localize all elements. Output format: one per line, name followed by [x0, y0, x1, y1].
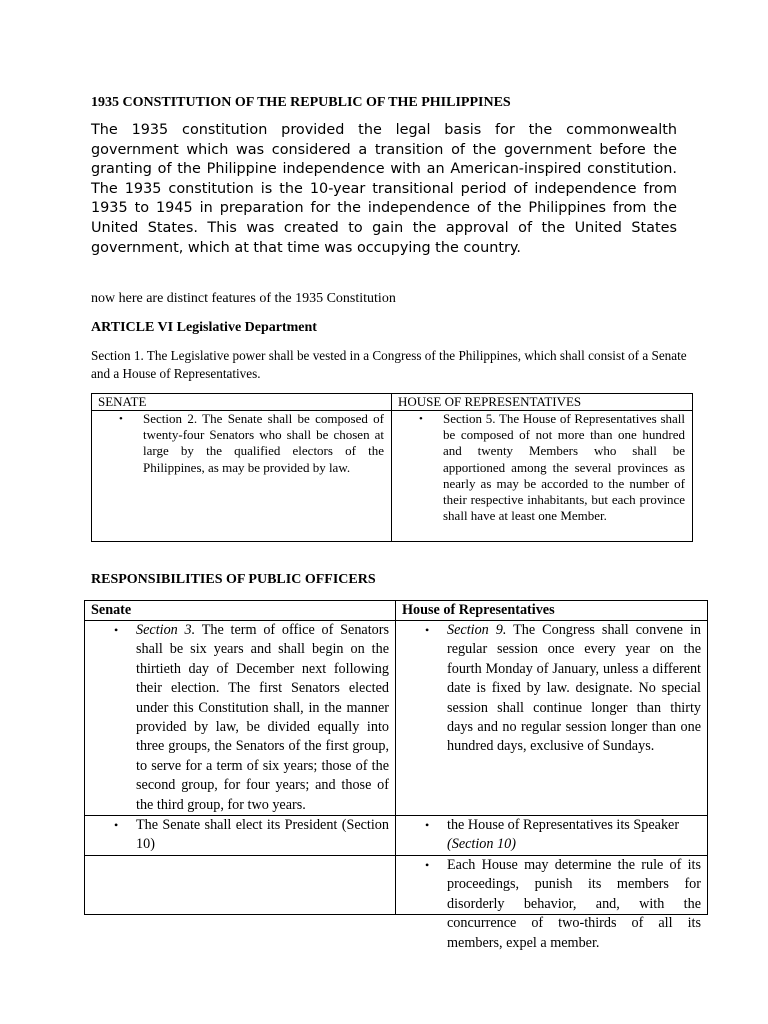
section-label: Section 3. [136, 622, 196, 638]
features-lead-text: now here are distinct features of the 1935 Constitution [91, 291, 396, 306]
bullet-icon: • [119, 413, 123, 425]
article-heading: ARTICLE VI Legislative Department [91, 320, 317, 335]
house-column-header: HOUSE OF REPRESENTATIVES [392, 394, 693, 411]
list-item [419, 411, 685, 524]
list-item [114, 816, 389, 855]
list-item [425, 856, 701, 953]
table-cell [85, 855, 396, 914]
section-label: Section 9. [447, 622, 507, 638]
bullet-icon: • [425, 857, 430, 872]
bullet-icon: • [425, 818, 430, 833]
list-item [425, 816, 701, 855]
intro-paragraph: The 1935 constitution provided the legal basis for the commonwealth government which was considered a transition of the government before the granting of the Philippine independence with an American-inspired constitution. The 1935 constitution is the 10-year transitional period of independence from 1935 to 1945 in preparation for the independence of the Philippines from the United States. This was created to gain the approval of the United States government, which at that time was occupying the country. [91, 122, 677, 256]
bullet-icon: • [425, 623, 430, 637]
congress-session-text: The Congress shall convene in regular session once every year on the fourth Monday of January, unless a different date is fixed by law. designate. No special session shall continue longer than thirty days and no regular session longer than one hundred days, exclusive of Sundays. [447, 622, 701, 755]
house-composition-cell [392, 411, 693, 542]
document-title: 1935 CONSTITUTION OF THE REPUBLIC OF THE PHILIPPINES [91, 95, 511, 110]
house-composition-text: Section 5. The House of Representatives shall be composed of not more than one hundred and twenty Members who shall be apportioned among the several provinces as nearly as may be accorded to the number of their respective inhabitants, but each province shall have at least one Member. [443, 411, 685, 524]
table-cell [396, 816, 708, 856]
clipped-cell-content [396, 856, 707, 951]
bullet-icon: • [419, 413, 423, 425]
list-item [119, 411, 384, 476]
legislative-composition-table [91, 393, 693, 542]
table-cell [396, 855, 708, 951]
section-1-text: Section 1. The Legislative power shall be vested in a Congress of the Philippines, which shall consist of a Senate and a House of Representatives. [91, 348, 687, 381]
senate-president-text: The Senate shall elect its President (Section 10) [136, 817, 389, 853]
house-speaker-text: the House of Representatives its Speaker [447, 817, 680, 834]
responsibilities-heading: RESPONSIBILITIES OF PUBLIC OFFICERS [91, 572, 376, 587]
house-column-header: House of Representatives [396, 601, 708, 621]
senate-term-text: The term of office of Senators shall be six years and shall begin on the thirtieth day of December next following their election. The first Senators elected under this Constitution shall, in the manner provided by law, be divided equally into three groups, the Senators of the first group, to serve for a term of six years; those of the second group, for four years; and those of the third group, for two years. [136, 622, 389, 813]
section-reference: (Section 10) [447, 836, 516, 853]
bullet-icon: • [114, 818, 119, 833]
list-item [114, 621, 389, 815]
house-rules-text: Each House may determine the rule of its proceedings, punish its members for disorderly behavior, and, with the concurrence of two-thirds of all its members, expel a member. [447, 856, 701, 951]
table-cell [85, 621, 396, 816]
senate-column-header: SENATE [92, 394, 392, 411]
senate-composition-text: Section 2. The Senate shall be composed of twenty-four Senators who shall be chosen at large by the qualified electors of the Philippines, as may be provided by law. [143, 411, 384, 475]
senate-column-header: Senate [85, 601, 396, 621]
list-item [425, 621, 701, 757]
responsibilities-table [84, 600, 708, 951]
table-cell [396, 621, 708, 816]
bullet-icon: • [114, 623, 119, 637]
senate-composition-cell [92, 411, 392, 542]
table-cell [85, 816, 396, 856]
